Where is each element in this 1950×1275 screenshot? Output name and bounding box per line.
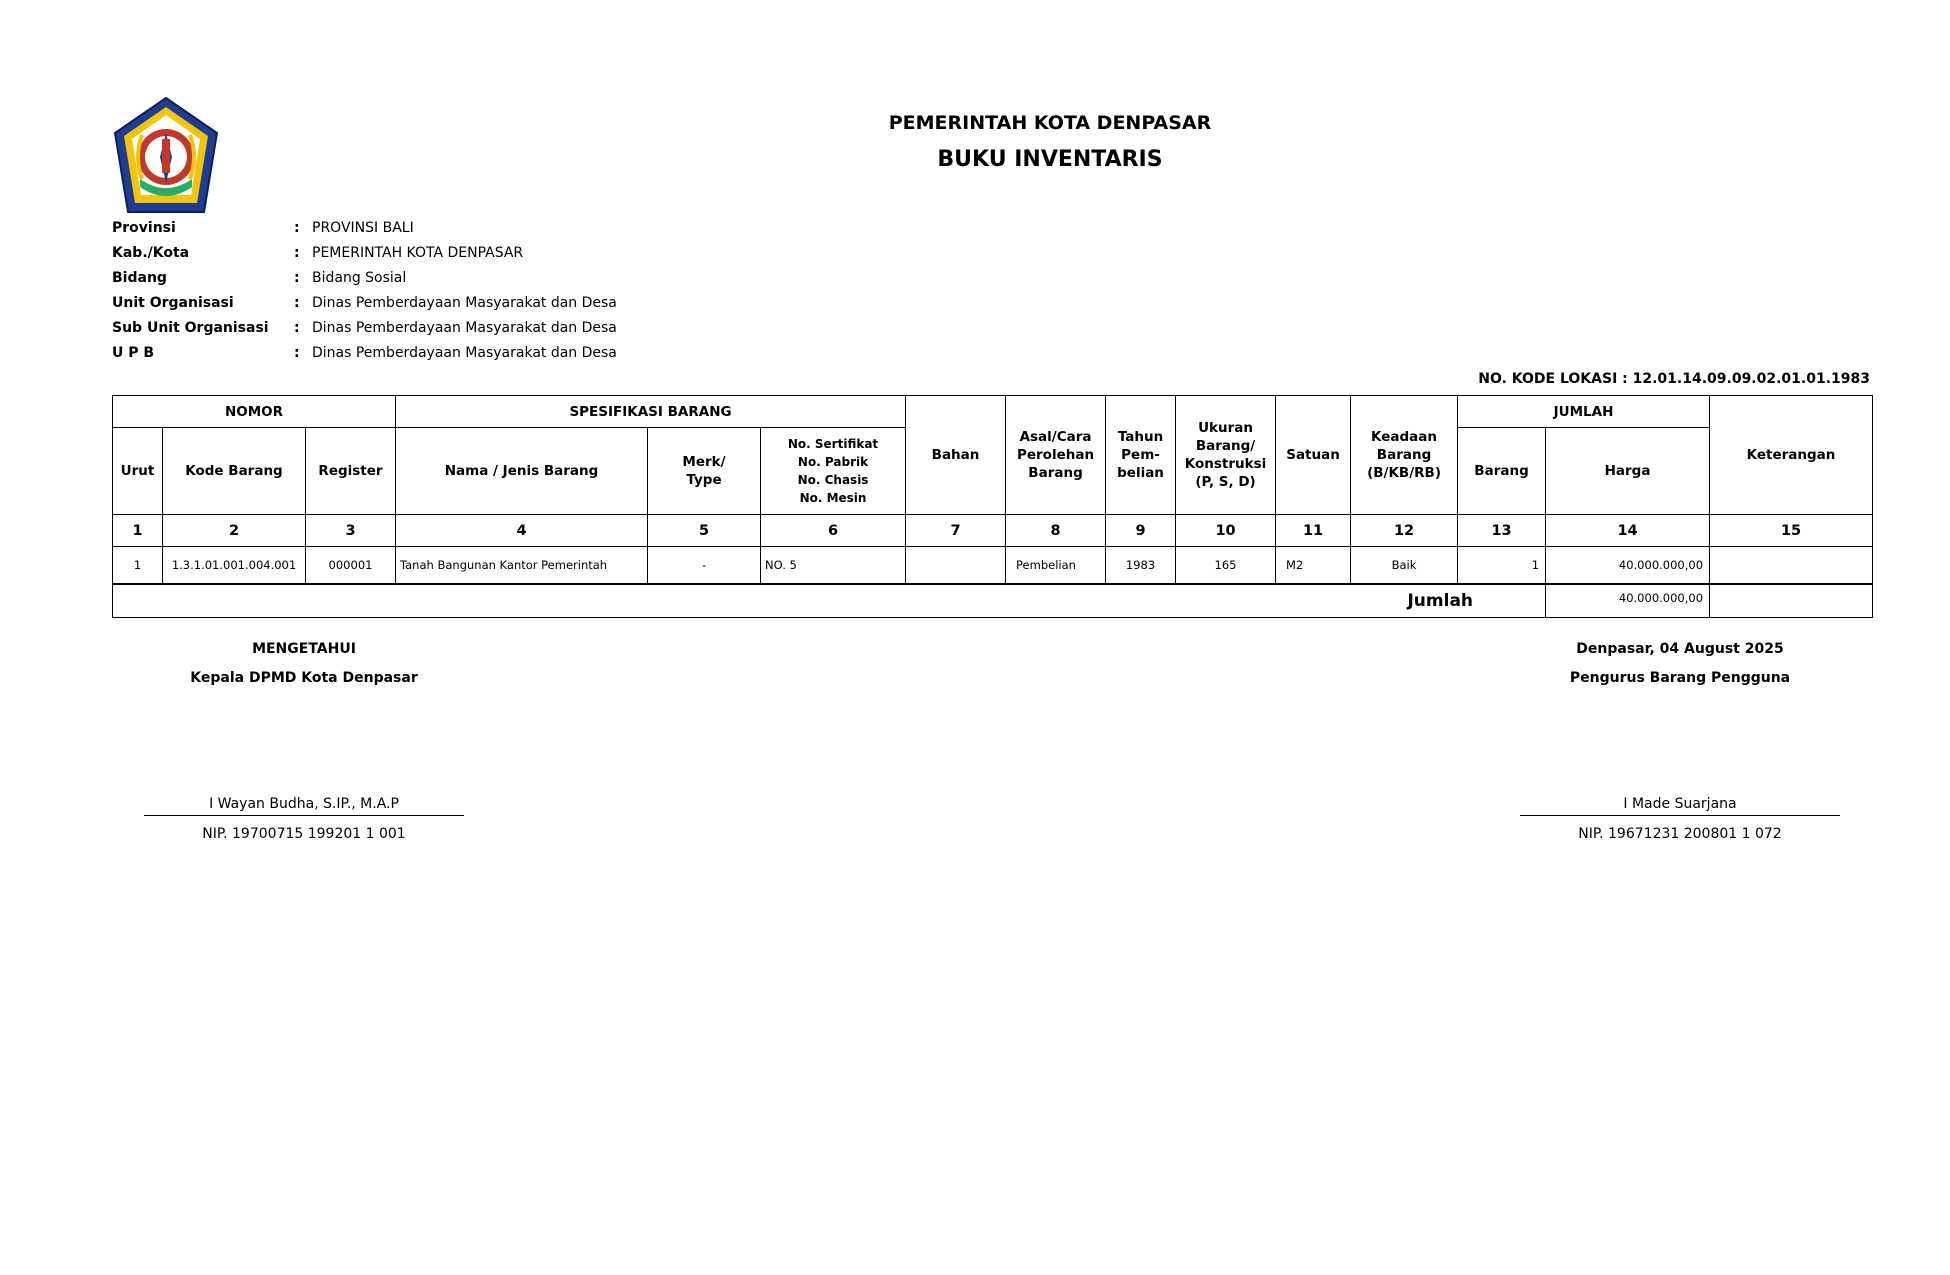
cell-jumlah-barang: 1 — [1458, 547, 1546, 584]
col-header-line: (B/KB/RB) — [1367, 465, 1441, 481]
group-header-spesifikasi: SPESIFIKASI BARANG — [396, 396, 906, 428]
total-harga: 40.000.000,00 — [1546, 584, 1710, 618]
info-value: Dinas Pemberdayaan Masyarakat dan Desa — [312, 320, 617, 336]
total-label: Jumlah — [113, 584, 1546, 618]
signature-heading: Denpasar, 04 August 2025 — [1576, 641, 1784, 657]
col-number: 14 — [1546, 515, 1710, 547]
info-value: PROVINSI BALI — [312, 220, 414, 236]
page-subtitle: BUKU INVENTARIS — [937, 147, 1163, 172]
col-header-tahun — [1106, 396, 1176, 515]
cell-sertifikat: NO. 5 — [761, 547, 906, 584]
col-header-line: Perolehan — [1016, 447, 1095, 463]
col-header-line: Merk/ — [682, 454, 726, 470]
col-header-line: No. Chasis — [797, 473, 869, 487]
col-header-register: Register — [306, 428, 396, 515]
info-label: Unit Organisasi — [112, 295, 234, 311]
col-number: 15 — [1710, 515, 1873, 547]
group-header-nomor: NOMOR — [113, 396, 396, 428]
col-header-line: Barang — [1028, 465, 1083, 481]
info-value: Bidang Sosial — [312, 270, 407, 286]
info-row-bidang — [112, 268, 617, 293]
info-label: Kab./Kota — [112, 245, 190, 261]
signature-name: I Made Suarjana — [1520, 793, 1840, 816]
col-header-satuan: Satuan — [1276, 396, 1351, 515]
info-row-kab-kota — [112, 243, 617, 268]
col-header-line: Tahun — [1117, 429, 1164, 445]
cell-register: 000001 — [306, 547, 396, 584]
signature-right — [1520, 638, 1840, 844]
info-row-upb — [112, 343, 617, 368]
group-header-jumlah: JUMLAH — [1458, 396, 1710, 428]
col-header-line: (P, S, D) — [1195, 474, 1256, 490]
cell-kode-barang: 1.3.1.01.001.004.001 — [163, 547, 306, 584]
col-header-merk — [648, 428, 761, 515]
col-header-asal — [1006, 396, 1106, 515]
col-number: 2 — [163, 515, 306, 547]
info-block — [112, 218, 617, 368]
cell-keadaan: Baik — [1351, 547, 1458, 584]
info-colon: : — [294, 220, 300, 236]
col-header-line: No. Mesin — [799, 491, 867, 505]
cell-satuan: M2 — [1276, 547, 1351, 584]
col-number: 11 — [1276, 515, 1351, 547]
info-colon: : — [294, 245, 300, 261]
info-colon: : — [294, 295, 300, 311]
col-number: 10 — [1176, 515, 1276, 547]
info-label: Provinsi — [112, 220, 176, 236]
signature-name: I Wayan Budha, S.IP., M.A.P — [144, 793, 464, 816]
cell-merk: - — [648, 547, 761, 584]
col-header-line: Barang — [1376, 447, 1432, 463]
signature-nip: NIP. 19671231 200801 1 072 — [1578, 826, 1782, 842]
cell-tahun: 1983 — [1106, 547, 1176, 584]
signature-heading: MENGETAHUI — [252, 641, 356, 657]
col-number: 7 — [906, 515, 1006, 547]
col-number: 4 — [396, 515, 648, 547]
info-colon: : — [294, 345, 300, 361]
cell-harga: 40.000.000,00 — [1546, 547, 1710, 584]
info-row-provinsi — [112, 218, 617, 243]
cell-keterangan — [1710, 547, 1873, 584]
col-number: 8 — [1006, 515, 1106, 547]
col-header-sertifikat — [761, 428, 906, 515]
signature-left — [144, 638, 464, 844]
col-header-urut: Urut — [113, 428, 163, 515]
signature-role: Pengurus Barang Pengguna — [1569, 670, 1791, 686]
col-number: 1 — [113, 515, 163, 547]
col-number: 3 — [306, 515, 396, 547]
col-number: 6 — [761, 515, 906, 547]
denpasar-coat-of-arms-icon — [112, 95, 220, 215]
document-titles — [700, 108, 1400, 178]
page-title: PEMERINTAH KOTA DENPASAR — [888, 112, 1212, 134]
col-header-nama: Nama / Jenis Barang — [396, 428, 648, 515]
cell-urut: 1 — [113, 547, 163, 584]
col-header-harga: Harga — [1546, 428, 1710, 515]
col-header-line: No. Sertifikat — [787, 437, 879, 451]
col-number: 12 — [1351, 515, 1458, 547]
info-value: PEMERINTAH KOTA DENPASAR — [312, 245, 524, 261]
signature-role: Kepala DPMD Kota Denpasar — [190, 670, 418, 686]
total-keterangan — [1710, 584, 1873, 618]
info-label: Sub Unit Organisasi — [112, 320, 269, 336]
col-header-line: Asal/Cara — [1019, 429, 1092, 445]
cell-nama: Tanah Bangunan Kantor Pemerintah — [396, 547, 648, 584]
cell-asal: Pembelian — [1006, 547, 1106, 584]
table-row — [113, 547, 1873, 584]
col-header-line: Type — [686, 472, 722, 488]
col-header-bahan: Bahan — [906, 396, 1006, 515]
cell-ukuran: 165 — [1176, 547, 1276, 584]
col-header-line: Keadaan — [1371, 429, 1438, 445]
col-number: 13 — [1458, 515, 1546, 547]
total-row — [113, 584, 1873, 618]
col-header-barang: Barang — [1458, 428, 1546, 515]
col-number: 5 — [648, 515, 761, 547]
info-label: Bidang — [112, 270, 167, 286]
col-header-line: Barang/ — [1195, 438, 1256, 454]
info-label: U P B — [112, 345, 155, 361]
info-row-unit-organisasi — [112, 293, 617, 318]
info-row-sub-unit-organisasi — [112, 318, 617, 343]
col-header-line: No. Pabrik — [797, 455, 869, 469]
info-value: Dinas Pemberdayaan Masyarakat dan Desa — [312, 295, 617, 311]
inventory-table — [112, 395, 1873, 618]
col-number: 9 — [1106, 515, 1176, 547]
col-header-line: Pem- — [1121, 447, 1160, 463]
col-header-line: belian — [1117, 465, 1164, 481]
info-value: Dinas Pemberdayaan Masyarakat dan Desa — [312, 345, 617, 361]
cell-bahan — [906, 547, 1006, 584]
signature-nip: NIP. 19700715 199201 1 001 — [202, 826, 406, 842]
col-header-line: Ukuran — [1198, 420, 1253, 436]
col-header-kode-barang: Kode Barang — [163, 428, 306, 515]
col-header-ukuran — [1176, 396, 1276, 515]
col-header-keadaan — [1351, 396, 1458, 515]
kode-lokasi: NO. KODE LOKASI : 12.01.14.09.09.02.01.01.1983 — [1478, 371, 1870, 387]
info-colon: : — [294, 270, 300, 286]
info-colon: : — [294, 320, 300, 336]
col-header-line: Konstruksi — [1184, 456, 1267, 472]
col-header-keterangan: Keterangan — [1710, 396, 1873, 515]
